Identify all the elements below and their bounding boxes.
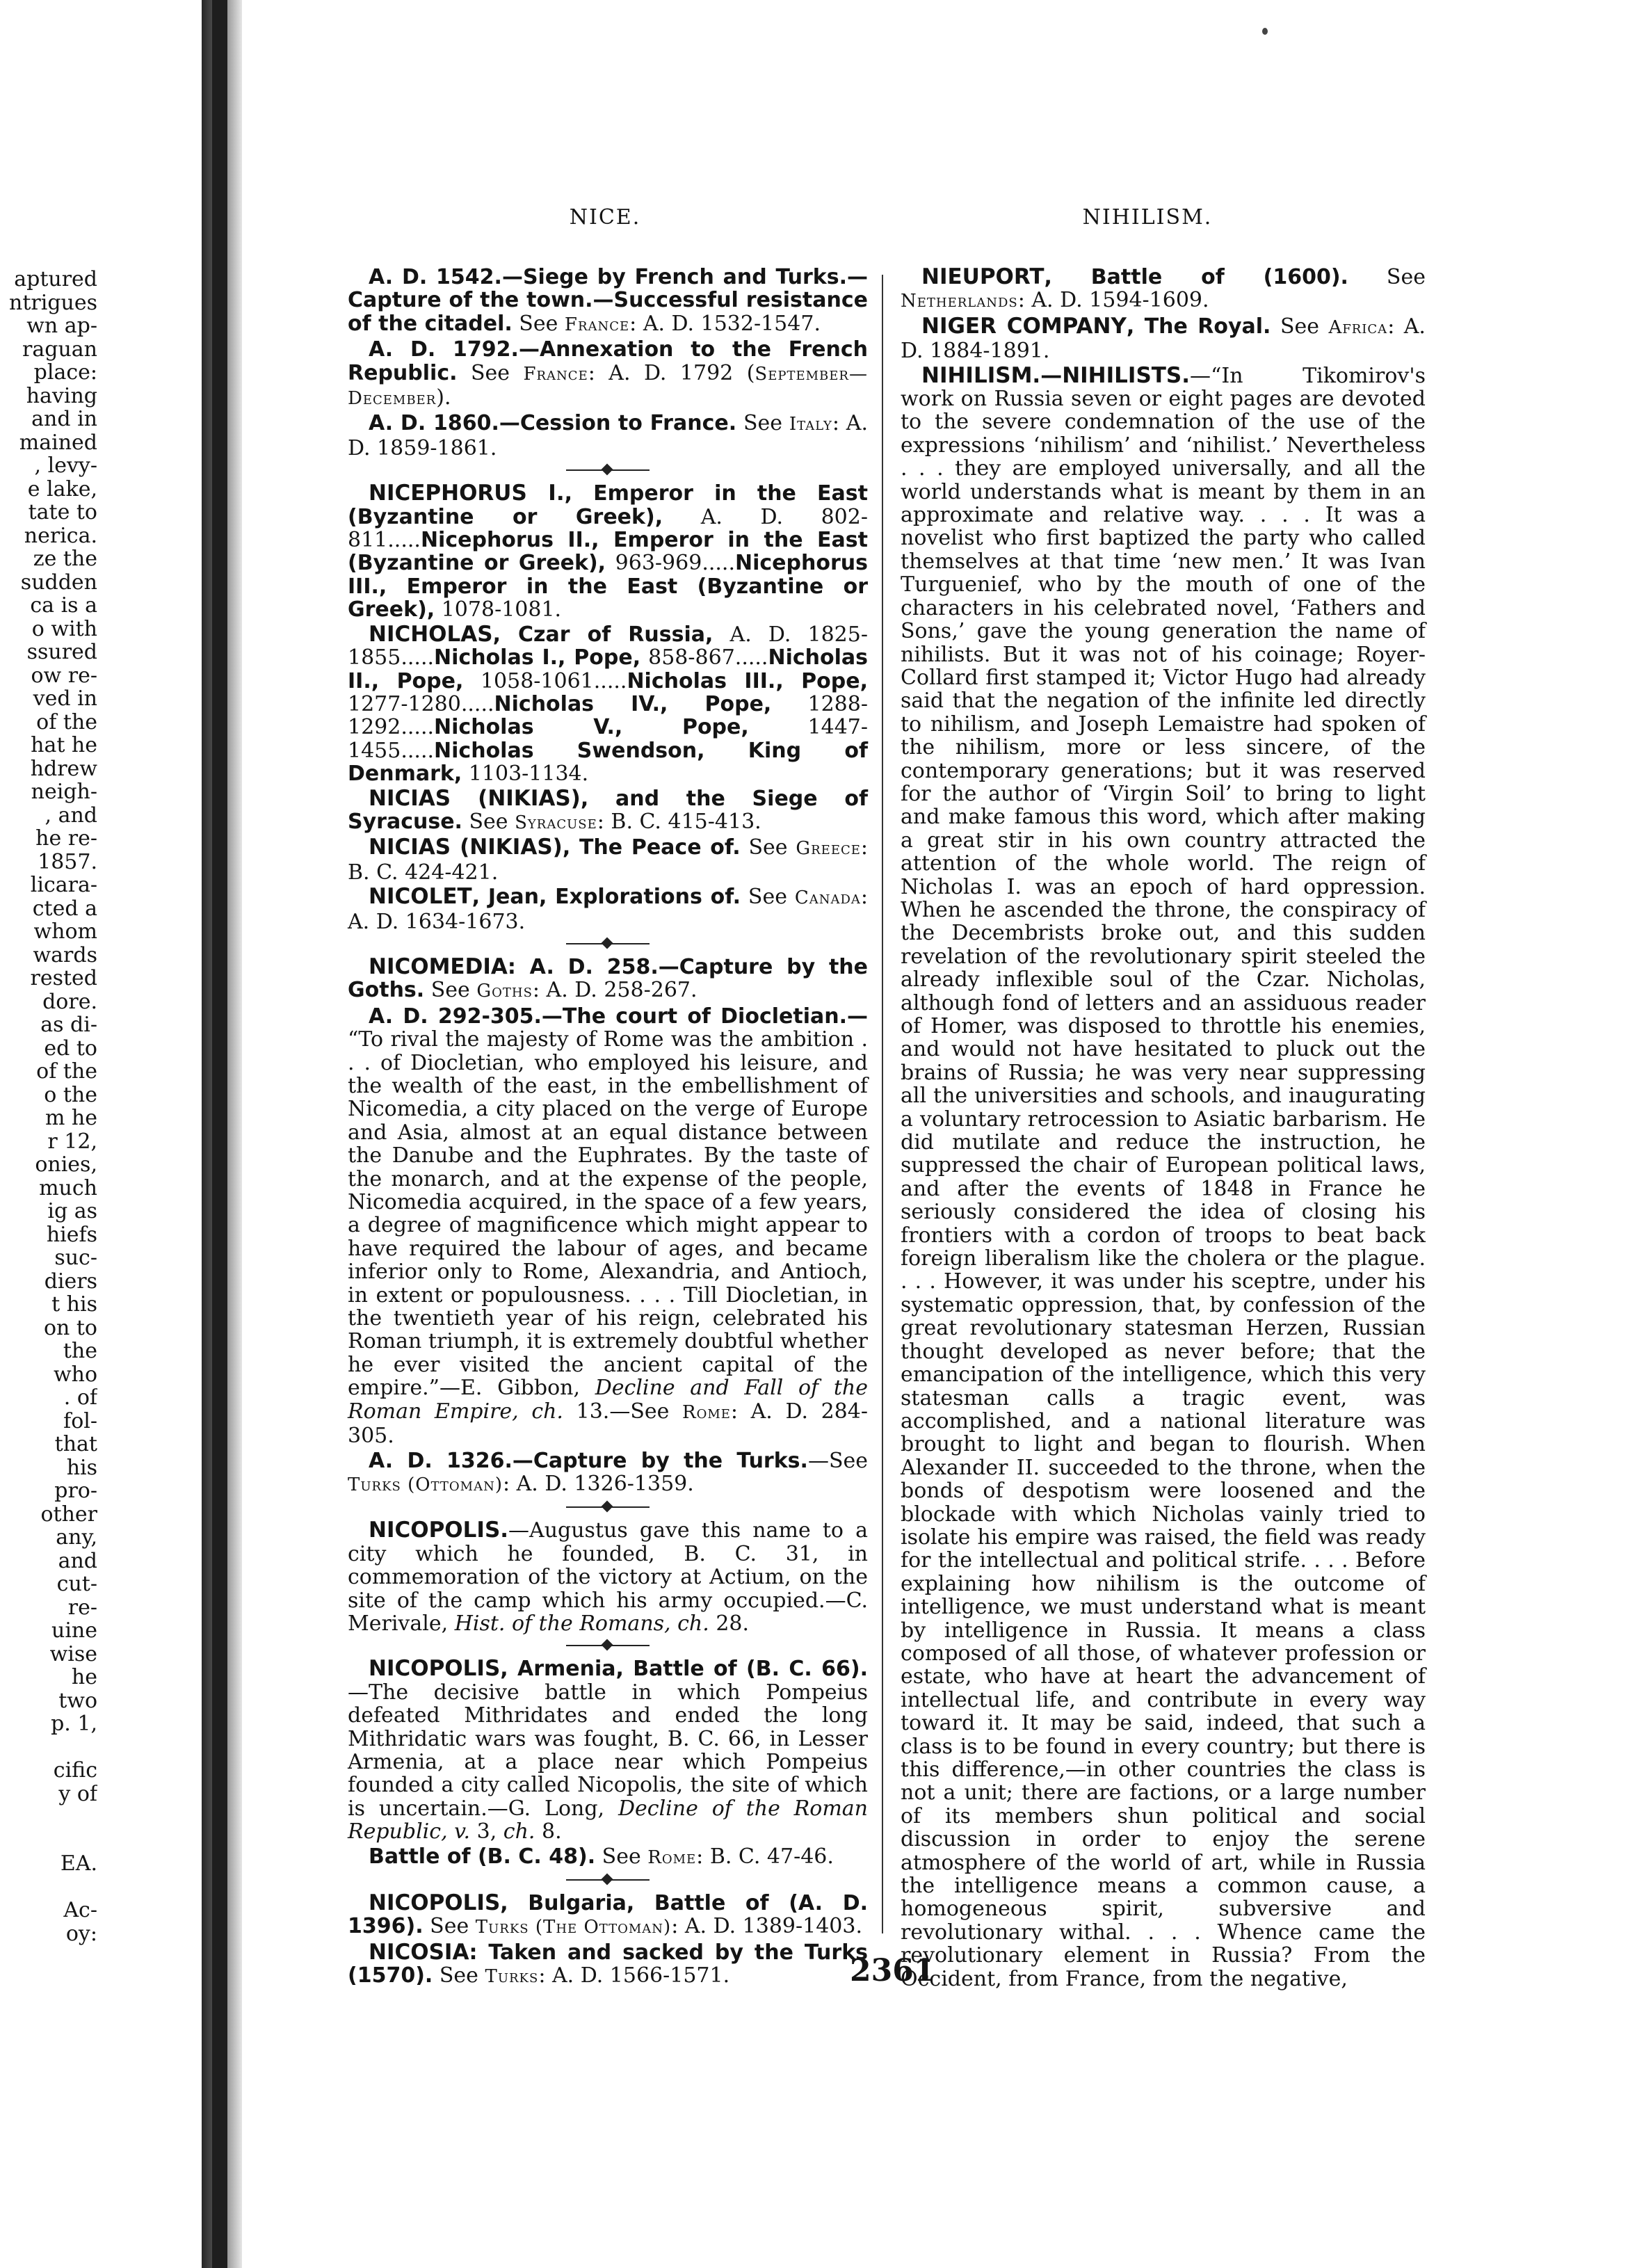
entry-nicomedia-292: A. D. 292-305.—The court of Diocletian.— “To rival the majesty of Rome was the ambition . . . of Diocletian, who employed his leisure, and the wealth of the east, in the embellishment of Nicomedia, a city placed on the verge of Europe and Asia, almost at an equal distance between the Danube and the Euphrates. By the taste of the monarch, and at the expense of the people, Nicomedia acquired, in the space of a few years, a degree of magnificence which might appear to have required the labour of ages, and became inferior only to Rome, Alexandria, and Antioch, in extent or populousness. . . . Till Diocletian, in the twentieth year of his reign, celebrated his Roman triumph, it is extremely doubtful whether he ever visited the ancient capital of the empire.”—E. Gibbon, Decline and Fall of the Roman Empire, ch. 13.—See Rome: A. D. 284-305. bbox=[348, 1004, 868, 1449]
previous-page-fragment: p. 1, bbox=[51, 1712, 97, 1736]
previous-page-fragment: dore. bbox=[42, 989, 97, 1014]
page-number: 2361 bbox=[850, 1953, 935, 1988]
previous-page-fragment: cted a bbox=[32, 896, 97, 921]
entry-nicomedia-1326: A. D. 1326.—Capture by the Turks.—See Turks (Ottoman): A. D. 1326-1359. bbox=[348, 1448, 868, 1496]
entry-nihilism: NIHILISM.—NIHILISTS.—“In Tikomirov's work on Russia seven or eight pages are devoted to the severe condemnation of the use of the expressions ‘nihilism’ and ‘nihilist.’ Nevertheless . . . they are employed universally, and all the world understands what is meant by them in an approximate and relative way. . . . It was a novelist who first baptized the party who called themselves at that time ‘new men.’ It was Ivan Turgueniеf, who by the mouth of one of the characters in his celebrated novel, ‘Fathers and Sons,’ gave the young generation the name of nihilists. But it was not of his coinage; Royer-Collard first stamped it; Victor Hugo had already said that the negation of the infinite led directly to nihilism, and Joseph Lemaistre had spoken of the nihilism, more or less sincere, of the contemporary generations; but it was reserved for the author of ‘Virgin Soil’ to bring to light and make famous this word, which after making a great stir in his own country attracted the attention of the whole world. The reign of Nicholas I. was an epoch of hard oppression. When he ascended the throne, the conspiracy of the Decembrists broke out, and this sudden revelation of the revolutionary spirit steeled the already inflexible soul of the Czar. Nicholas, although fond of letters and an assiduous reader of Homer, was disposed to throttle his enemies, and would not have hesitated to pluck out the brains of Russia; he was very near suppressing all the universities and schools, and inaugurating a voluntary retrocession to Asiatic barbarism. He did mutilate and reduce the instruction, he suppressed the chair of European political laws, and after the events of 1848 in France he seriously considered the idea of closing his frontiers with a cordon of troops to beat back foreign liberalism like the cholera or the plague. . . . However, it was under his sceptre, under his systematic oppression, that, by confession of the great revolutionary statesman Herzen, Russian thought developed as never before; that the emancipation of the intelligence, which this very statesman calls a tragic event, was accomplished, and a national literature was brought to light and began to flourish. When Alexander II. succeeded to the throne, when the bonds of despotism were loosened and the blockade with which Nicholas vainly tried to isolate his empire was raised, the field was ready for the intellectual and political strife. . . . Before explaining how nihilism is the outcome of intelligence, we must understand what is meant by intelligence in Russia. It means a class composed of all those, of whatever profession or estate, who have at heart the advancement of intellectual life, and contribute in every way toward it. It may be said, indeed, that such a class is to be found in every country; but there is this difference,—in other countries the class is not a unit; there are factions, or a large number of its members shun political and social discussion in order to enjoy the serene atmosphere of the world of art, while in Russia the intelligence means a common cause, a homogeneous spirit, subversive and revolutionary withal. . . . Whence came the revolutionary element in Russia? From the Occident, from France, from the negative, bbox=[901, 362, 1426, 1991]
previous-page-fragment: hat he bbox=[31, 733, 97, 757]
previous-page-fragment: Ac- bbox=[63, 1898, 97, 1922]
previous-page-fragment: 1857. bbox=[38, 849, 97, 874]
previous-page-fragment: wise bbox=[49, 1641, 97, 1666]
previous-page-fragment: ssured bbox=[26, 640, 97, 664]
previous-page-fragment: wards bbox=[33, 942, 97, 967]
previous-page-fragment: . of bbox=[63, 1385, 97, 1410]
previous-page-fragments bbox=[0, 268, 97, 1945]
previous-page-fragment: any, bbox=[56, 1525, 97, 1550]
section-divider bbox=[566, 1874, 650, 1886]
previous-page-fragment: o with bbox=[31, 616, 97, 641]
previous-page-fragment: t his bbox=[51, 1292, 97, 1317]
previous-page-fragment: whom bbox=[33, 919, 97, 944]
entry-nicephorus: NICEPHORUS I., Emperor in the East (Byzantine or Greek), A. D. 802-811.....Nicephorus II., Emperor in the East (Byzantine or Greek), 963-969.....Nicephorus III., Emperor in the East (Byzantine or Greek), 1078-1081. bbox=[348, 481, 868, 622]
previous-page-fragment: on to bbox=[43, 1315, 97, 1340]
entry-nicholas: NICHOLAS, Czar of Russia, A. D. 1825-1855.....Nicholas I., Pope, 858-867.....Nicholas II., Pope, 1058-1061.....Nicholas III., Pope, 1277-1280.....Nicholas IV., Pope, 1288-1292.....Nicholas V., Pope, 1447-1455.....Nicholas Swendson, King of Denmark, 1103-1134. bbox=[348, 621, 868, 787]
previous-page-fragment: his bbox=[66, 1455, 97, 1480]
previous-page-fragment: place: bbox=[33, 360, 97, 385]
entry-nicopolis-bulgaria: NICOPOLIS, Bulgaria, Battle of (A. D. 1396). See Turks (The Ottoman): A. D. 1389-1403. bbox=[348, 1890, 868, 1939]
previous-page-fragment: hdrew bbox=[30, 756, 97, 781]
previous-page-fragment: m he bbox=[45, 1106, 97, 1130]
right-column bbox=[901, 266, 1426, 1992]
previous-page-fragment bbox=[0, 1876, 97, 1899]
previous-page-fragment: pro- bbox=[54, 1479, 97, 1503]
previous-page-fragment: raguan bbox=[22, 337, 97, 362]
ink-speck bbox=[1262, 28, 1268, 35]
previous-page-fragment: cific bbox=[53, 1758, 97, 1783]
previous-page-fragment: he bbox=[71, 1665, 97, 1689]
entry-nicopolis: NICOPOLIS.—Augustus gave this name to a city which he founded, B. C. 31, in commemoration of the victory at Actium, on the site of the camp which his army occupied.—C. Merivale, Hist. of the Romans, ch. 28. bbox=[348, 1518, 868, 1636]
previous-page-fragment: diers bbox=[44, 1269, 97, 1294]
section-divider bbox=[566, 464, 650, 476]
previous-page-fragment: onies, bbox=[35, 1152, 97, 1177]
previous-page-fragment: that bbox=[54, 1432, 97, 1456]
entry-nicosia: NICOSIA: Taken and sacked by the Turks (1570). See Turks: A. D. 1566-1571. bbox=[348, 1939, 868, 1988]
previous-page-fragment: licara- bbox=[30, 873, 97, 897]
previous-page-fragment: nerica. bbox=[24, 523, 97, 548]
previous-page-fragment: as di- bbox=[40, 1013, 97, 1037]
previous-page-fragment: ved in bbox=[33, 686, 97, 711]
previous-page-fragment: o the bbox=[44, 1082, 97, 1107]
previous-page-fragment: ed to bbox=[44, 1036, 97, 1061]
previous-page-fragment: hiefs bbox=[46, 1222, 97, 1247]
previous-page-fragment: e lake, bbox=[27, 476, 97, 501]
previous-page-fragment: mained bbox=[19, 430, 97, 455]
previous-page-fragment: tate to bbox=[28, 500, 97, 524]
entry-nicias-peace: NICIAS (NIKIAS), The Peace of. See Greece: B. C. 424-421. bbox=[348, 835, 868, 885]
running-head-right: NIHILISM. bbox=[1082, 205, 1213, 230]
previous-page-fragment: suc- bbox=[54, 1246, 97, 1270]
previous-page-fragment: fol- bbox=[63, 1408, 97, 1433]
previous-page-fragment: , levy- bbox=[34, 453, 97, 478]
entry-nice-1542: A. D. 1542.—Siege by French and Turks.—Capture of the town.—Successful resistance of the citadel. See France: A. D. 1532-1547. bbox=[348, 265, 868, 336]
previous-page-fragment: re- bbox=[67, 1595, 97, 1620]
running-head-left: NICE. bbox=[569, 205, 641, 230]
previous-page-fragment: aptured bbox=[14, 268, 97, 291]
previous-page-fragment: much bbox=[39, 1175, 97, 1200]
entry-nice-1860: A. D. 1860.—Cession to France. See Italy: A. D. 1859-1861. bbox=[348, 411, 868, 460]
previous-page-fragment: ntrigues bbox=[9, 290, 97, 315]
previous-page-fragment: uine bbox=[51, 1618, 97, 1643]
previous-page-fragment: and in bbox=[31, 407, 97, 431]
previous-page-fragment: ze the bbox=[33, 547, 97, 571]
previous-page-fragment: rested bbox=[30, 966, 97, 990]
previous-page-fragment: neigh- bbox=[31, 780, 97, 804]
previous-page-fragment: who bbox=[53, 1362, 97, 1387]
previous-page-fragment: other bbox=[40, 1502, 97, 1527]
previous-page-fragment bbox=[0, 1805, 97, 1829]
previous-page-fragment: ca is a bbox=[30, 593, 97, 618]
entry-nicopolis-armenia: NICOPOLIS, Armenia, Battle of (B. C. 66).—The decisive battle in which Pompeius defeated Mithridates and ended the long Mithridatic wars was fought, B. C. 66, in Lesser Armenia, at a place near which Pompeius founded a city called Nicopolis, the site of which is uncertain.—G. Long, Decline of the Roman Republic, v. 3, ch. 8. bbox=[348, 1656, 868, 1844]
entry-nice-1792: A. D. 1792.—Annexation to the French Republic. See France: A. D. 1792 (September—December). bbox=[348, 337, 868, 410]
previous-page-fragment: , and bbox=[45, 803, 97, 828]
previous-page-fragment: EA. bbox=[60, 1851, 97, 1876]
left-column bbox=[348, 266, 868, 1990]
entry-niger-company: NIGER COMPANY, The Royal. See Africa: A. D. 1884-1891. bbox=[901, 313, 1426, 364]
previous-page-fragment: and bbox=[58, 1548, 97, 1573]
previous-page-fragment: of the bbox=[36, 709, 97, 734]
previous-page-fragment: ow re- bbox=[31, 663, 97, 688]
section-divider bbox=[566, 1639, 650, 1652]
previous-page-fragment: two bbox=[58, 1688, 97, 1713]
section-divider bbox=[566, 1501, 650, 1513]
previous-page-fragment: r 12, bbox=[47, 1129, 97, 1154]
previous-page-fragment: y of bbox=[58, 1781, 97, 1806]
previous-page-fragment: of the bbox=[36, 1059, 97, 1084]
entry-nieuport: NIEUPORT, Battle of (1600). See Netherlands: A. D. 1594-1609. bbox=[901, 264, 1426, 313]
previous-page-fragment: having bbox=[26, 383, 97, 408]
previous-page-fragment: sudden bbox=[20, 570, 97, 595]
previous-page-fragment bbox=[0, 1829, 97, 1853]
previous-page-fragment: cut- bbox=[56, 1572, 97, 1596]
entry-nicias-syracuse: NICIAS (NIKIAS), and the Siege of Syracuse. See Syracuse: B. C. 415-413. bbox=[348, 785, 868, 834]
entry-nicomedia-258: NICOMEDIA: A. D. 258.—Capture by the Goths. See Goths: A. D. 258-267. bbox=[348, 954, 868, 1003]
previous-page-fragment: oy: bbox=[65, 1921, 97, 1945]
previous-page-fragment bbox=[0, 1736, 97, 1760]
previous-page-fragment: wn ap- bbox=[26, 314, 97, 338]
section-divider bbox=[566, 938, 650, 950]
previous-page-fragment: ig as bbox=[47, 1199, 97, 1223]
entry-nicopolis-48: Battle of (B. C. 48). See Rome: B. C. 47-46. bbox=[369, 1844, 834, 1869]
column-rule bbox=[882, 275, 883, 1933]
previous-page-fragment: the bbox=[63, 1339, 97, 1363]
entry-nicolet: NICOLET, Jean, Explorations of. See Canada: A. D. 1634-1673. bbox=[348, 884, 869, 934]
binding-gutter bbox=[212, 0, 227, 2268]
previous-page-fragment: he re- bbox=[35, 826, 97, 851]
